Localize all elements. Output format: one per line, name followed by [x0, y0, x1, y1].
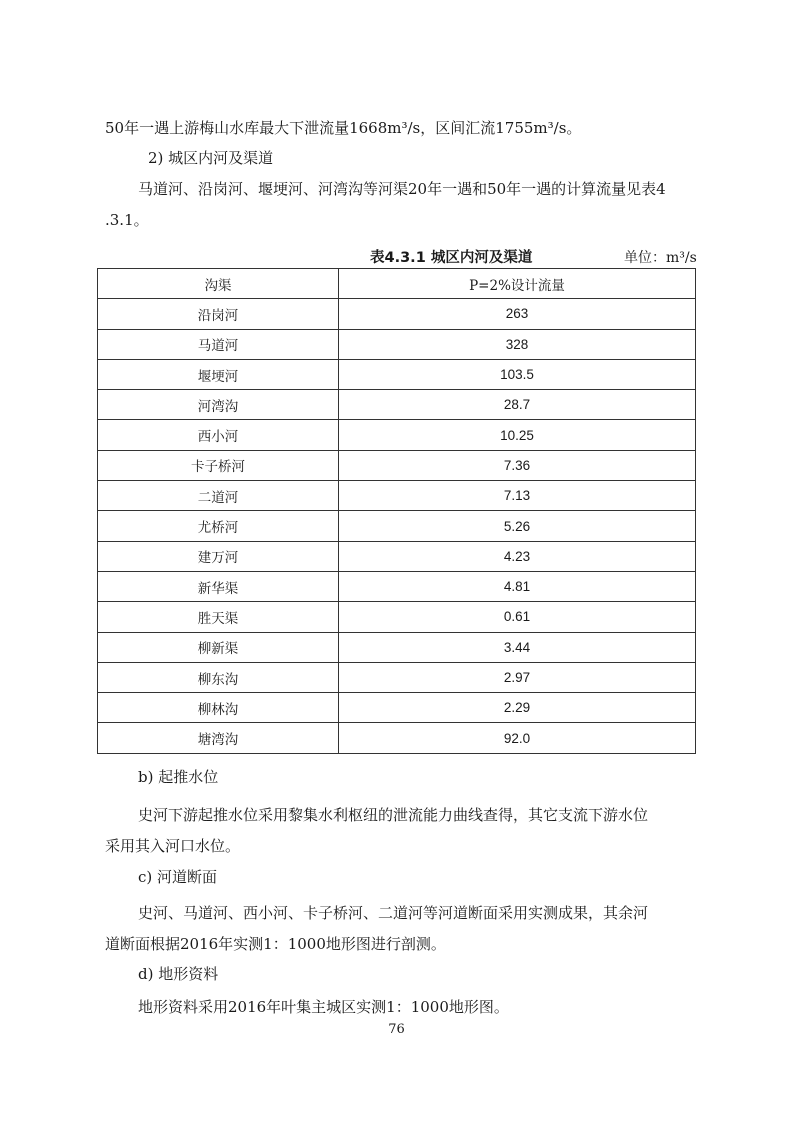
row-channel-name: 卡子桥河	[98, 450, 339, 480]
b-paragraph-line-a: 史河下游起推水位采用黎集水利枢纽的泄流能力曲线查得，其它支流下游水位	[138, 806, 649, 824]
table-row	[98, 541, 696, 571]
row-flow-value: 103.5	[339, 359, 696, 389]
body-paragraph-line-b: .3.1。	[105, 211, 149, 229]
row-flow-value: 92.0	[339, 723, 696, 753]
table-header-row	[98, 269, 696, 299]
section-heading-b: b) 起推水位	[138, 768, 219, 786]
table-row	[98, 723, 696, 753]
section-heading-d: d) 地形资料	[138, 965, 219, 983]
section-heading-c: c) 河道断面	[138, 868, 218, 886]
table-header-flow: P=2%设计流量	[339, 269, 696, 299]
table-row	[98, 511, 696, 541]
row-flow-value: 5.26	[339, 511, 696, 541]
row-flow-value: 3.44	[339, 632, 696, 662]
row-channel-name: 二道河	[98, 481, 339, 511]
table-row	[98, 420, 696, 450]
row-channel-name: 河湾沟	[98, 390, 339, 420]
table-header-channel: 沟渠	[98, 269, 339, 299]
row-flow-value: 7.13	[339, 481, 696, 511]
table-row	[98, 662, 696, 692]
row-flow-value: 328	[339, 329, 696, 359]
row-channel-name: 新华渠	[98, 571, 339, 601]
row-flow-value: 0.61	[339, 602, 696, 632]
row-channel-name: 塘湾沟	[98, 723, 339, 753]
table-row	[98, 390, 696, 420]
table-row	[98, 359, 696, 389]
table-row	[98, 632, 696, 662]
row-channel-name: 胜天渠	[98, 602, 339, 632]
d-paragraph: 地形资料采用2016年叶集主城区实测1：1000地形图。	[138, 998, 509, 1016]
row-channel-name: 建万河	[98, 541, 339, 571]
row-channel-name: 尤桥河	[98, 511, 339, 541]
body-paragraph-line-a: 马道河、沿岗河、堰埂河、河湾沟等河渠20年一遇和50年一遇的计算流量见表4	[138, 180, 666, 198]
row-flow-value: 263	[339, 299, 696, 329]
row-flow-value: 2.97	[339, 662, 696, 692]
table-row	[98, 602, 696, 632]
row-channel-name: 马道河	[98, 329, 339, 359]
section-heading-2: 2) 城区内河及渠道	[148, 149, 274, 167]
row-flow-value: 4.81	[339, 571, 696, 601]
table-row	[98, 481, 696, 511]
b-paragraph-line-b: 采用其入河口水位。	[105, 837, 241, 855]
row-flow-value: 28.7	[339, 390, 696, 420]
row-channel-name: 堰埂河	[98, 359, 339, 389]
table-row	[98, 571, 696, 601]
row-flow-value: 2.29	[339, 693, 696, 723]
table-row	[98, 450, 696, 480]
flow-table	[97, 268, 696, 754]
body-line-1: 50年一遇上游梅山水库最大下泄流量1668m³/s，区间汇流1755m³/s。	[105, 119, 582, 137]
row-channel-name: 柳东沟	[98, 662, 339, 692]
row-channel-name: 柳林沟	[98, 693, 339, 723]
c-paragraph-line-a: 史河、马道河、西小河、卡子桥河、二道河等河道断面采用实测成果，其余河	[138, 904, 649, 922]
row-channel-name: 西小河	[98, 420, 339, 450]
table-row	[98, 693, 696, 723]
table-row	[98, 329, 696, 359]
row-flow-value: 10.25	[339, 420, 696, 450]
row-channel-name: 柳新渠	[98, 632, 339, 662]
c-paragraph-line-b: 道断面根据2016年实测1：1000地形图进行剖测。	[105, 935, 446, 953]
table-row	[98, 299, 696, 329]
row-channel-name: 沿岗河	[98, 299, 339, 329]
row-flow-value: 7.36	[339, 450, 696, 480]
row-flow-value: 4.23	[339, 541, 696, 571]
table-unit: 单位：m³/s	[624, 250, 697, 266]
table-caption: 表4.3.1 城区内河及渠道	[370, 250, 533, 266]
page-number: 76	[388, 1022, 405, 1037]
